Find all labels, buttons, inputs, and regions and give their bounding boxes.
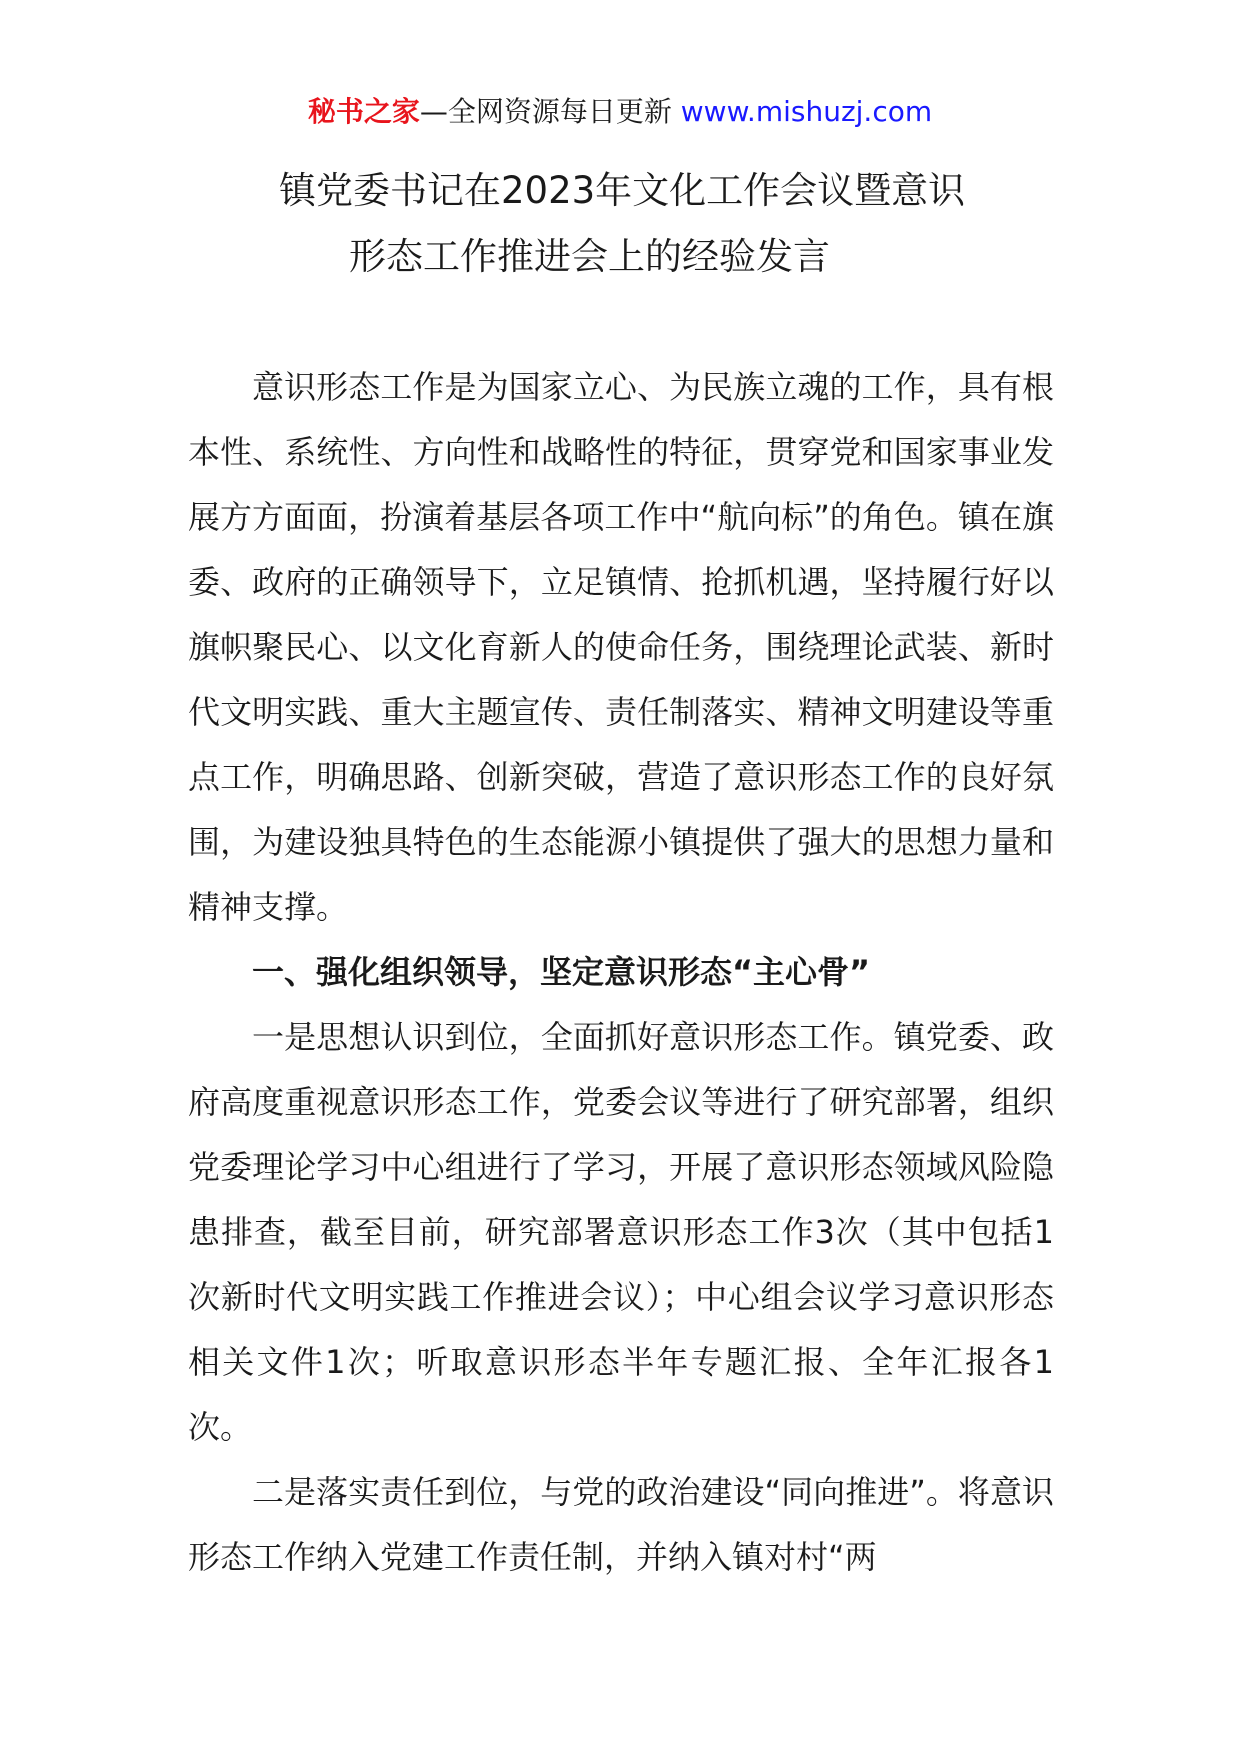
section-heading-1: 一、强化组织领导，坚定意识形态“主心骨” xyxy=(252,953,871,991)
document-title-line-1: 镇党委书记在2023年文化工作会议暨意识 xyxy=(279,169,966,212)
site-header xyxy=(0,92,1240,132)
point-one-paragraph: 一是思想认识到位，全面抓好意识形态工作。镇党委、政府高度重视意识形态工作，党委会议等进行了研究部署，组织党委理论学习中心组进行了学习，开展了意识形态领域风险隐患排查，截至目前，研究部署意识形态工作3次（其中包括1次新时代文明实践工作推进会议）；中心组会议学习意识形态相关文件1次；听取意识形态半年专题汇报、全年汇报各1次。 xyxy=(188,1018,1054,1446)
point-two-paragraph: 二是落实责任到位，与党的政治建设“同向推进”。将意识形态工作纳入党建工作责任制，并纳入镇对村“两 xyxy=(188,1473,1054,1576)
point-one-block xyxy=(188,1005,1054,1460)
intro-paragraph: 意识形态工作是为国家立心、为民族立魂的工作，具有根本性、系统性、方向性和战略性的特征，贯穿党和国家事业发展方方面面，扮演着基层各项工作中“航向标”的角色。镇在旗委、政府的正确领导下，立足镇情、抢抓机遇，坚持履行好以旗帜聚民心、以文化育新人的使命任务，围绕理论武装、新时代文明实践、重大主题宣传、责任制落实、精神文明建设等重点工作，明确思路、创新突破，营造了意识形态工作的良好氛围，为建设独具特色的生态能源小镇提供了强大的思想力量和精神支撑。 xyxy=(188,368,1054,926)
document-title-line-2: 形态工作推进会上的经验发言 xyxy=(349,235,830,278)
header-tagline: —全网资源每日更新 xyxy=(419,95,681,128)
intro-paragraph-block xyxy=(188,355,1054,940)
point-two-block xyxy=(188,1460,1054,1590)
site-url[interactable]: www.mishuzj.com xyxy=(680,95,933,128)
brand-name: 秘书之家 xyxy=(307,95,420,128)
section-heading-block xyxy=(188,940,1054,1005)
